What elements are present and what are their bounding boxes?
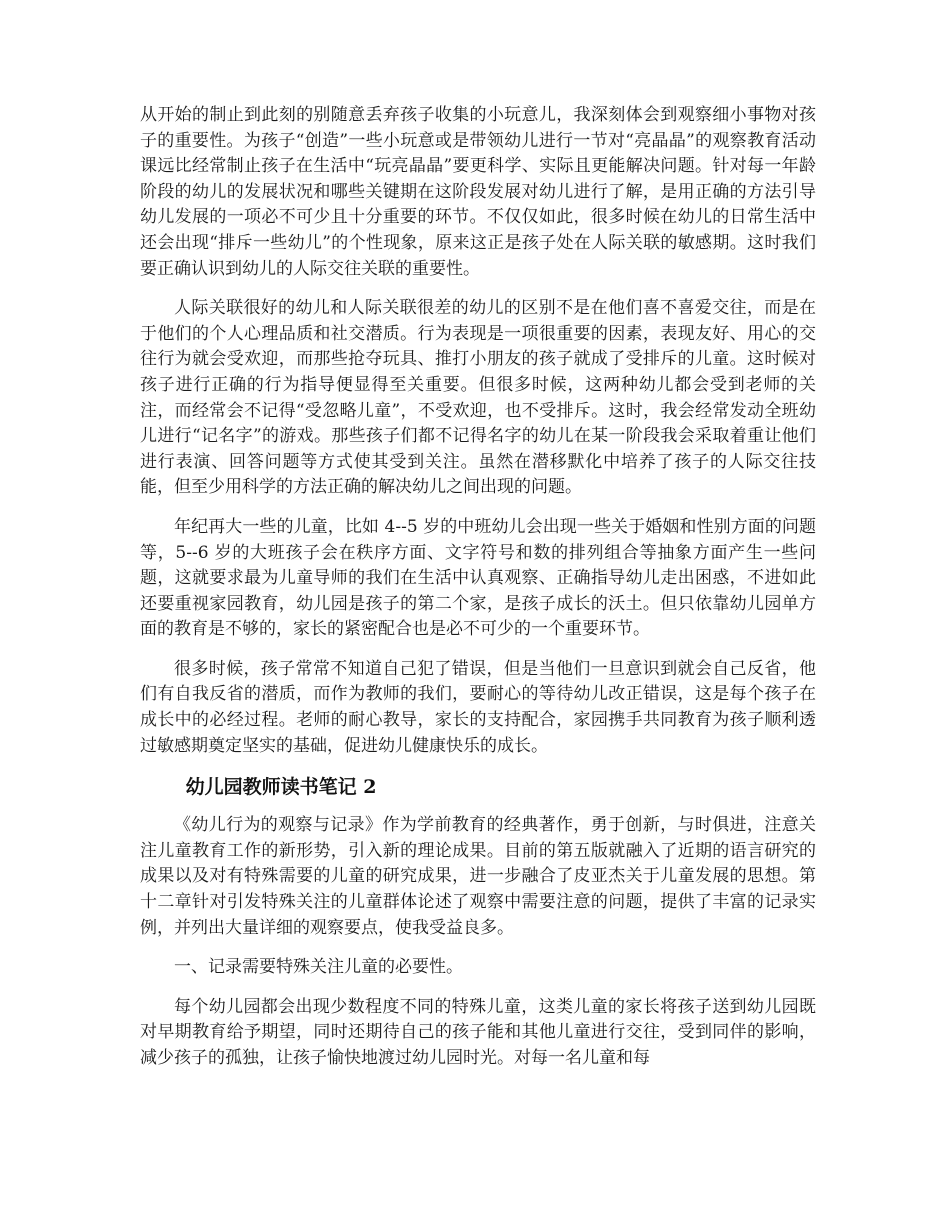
document-page (140, 103, 816, 1086)
paragraph-5: 《幼儿行为的观察与记录》作为学前教育的经典著作，勇于创新，与时俱进，注意关注儿童教育工作的新形势，引入新的理论成果。目前的第五版就融入了近期的语言研究的成果以及对有特殊需要的儿童的研究成果，进一步融合了皮亚杰关于儿童发展的思想。第十二章针对引发特殊关注的儿童群体论述了观察中需要注意的问题，提供了丰富的记录实例，并列出大量详细的观察要点，使我受益良多。 (140, 815, 816, 938)
paragraph-4: 很多时候，孩子常常不知道自己犯了错误，但是当他们一旦意识到就会自己反省，他们有自我反省的潜质，而作为教师的我们，要耐心的等待幼儿改正错误，这是每个孩子在成长中的必经过程。老师的耐心教导，家长的支持配合，家园携手共同教育为孩子顺利透过敏感期奠定坚实的基础，促进幼儿健康快乐的成长。 (140, 658, 816, 756)
paragraph-1: 从开始的制止到此刻的别随意丢弃孩子收集的小玩意儿，我深刻体会到观察细小事物对孩子的重要性。为孩子“创造”一些小玩意或是带领幼儿进行一节对“亮晶晶”的观察教育活动课远比经常制止孩子在生活中“玩亮晶晶”要更科学、实际且更能解决问题。针对每一年龄阶段的幼儿的发展状况和哪些关键期在这阶段发展对幼儿进行了解，是用正确的方法引导幼儿发展的一项必不可少且十分重要的环节。不仅仅如此，很多时候在幼儿的日常生活中还会出现“排斥一些幼儿”的个性现象，原来这正是孩子处在人际关联的敏感期。这时我们要正确认识到幼儿的人际交往关联的重要性。 (140, 105, 816, 279)
paragraph-2: 人际关联很好的幼儿和人际关联很差的幼儿的区别不是在他们喜不喜爱交往，而是在于他们的个人心理品质和社交潜质。行为表现是一项很重要的因素，表现友好、用心的交往行为就会受欢迎，而那些抢夺玩具、推打小朋友的孩子就成了受排斥的儿童。这时候对孩子进行正确的行为指导便显得至关重要。但很多时候，这两种幼儿都会受到老师的关注，而经常会不记得“受忽略儿童”，不受欢迎，也不受排斥。这时，我会经常发动全班幼儿进行“记名字”的游戏。那些孩子们都不记得名字的幼儿在某一阶段我会采取着重让他们进行表演、回答问题等方式使其受到关注。虽然在潜移默化中培养了孩子的人际交往技能，但至少用科学的方法正确的解决幼儿之间出现的问题。 (140, 298, 816, 498)
paragraph-7: 每个幼儿园都会出现少数程度不同的特殊儿童，这类儿童的家长将孩子送到幼儿园既对早期教育给予期望，同时还期待自己的孩子能和其他儿童进行交往，受到同伴的影响，减少孩子的孤独，让孩子愉快地渡过幼儿园时光。对每一名儿童和每 (140, 996, 816, 1068)
paragraph-6: 一、记录需要特殊关注儿童的必要性。 (174, 957, 463, 978)
paragraph-3: 年纪再大一些的儿童，比如 4--5 岁的中班幼儿会出现一些关于婚姻和性别方面的问题等，5--6 岁的大班孩子会在秩序方面、文字符号和数的排列组合等抽象方面产生一些问题，这就要求最为儿童导师的我们在生活中认真观察、正确指导幼儿走出困惑，不进如此还要重视家园教育，幼儿园是孩子的第二个家，是孩子成长的沃土。但只依靠幼儿园单方面的教育是不够的，家长的紧密配合也是必不可少的一个重要环节。 (140, 516, 816, 640)
section-heading: 幼儿园教师读书笔记 2 (185, 776, 377, 799)
